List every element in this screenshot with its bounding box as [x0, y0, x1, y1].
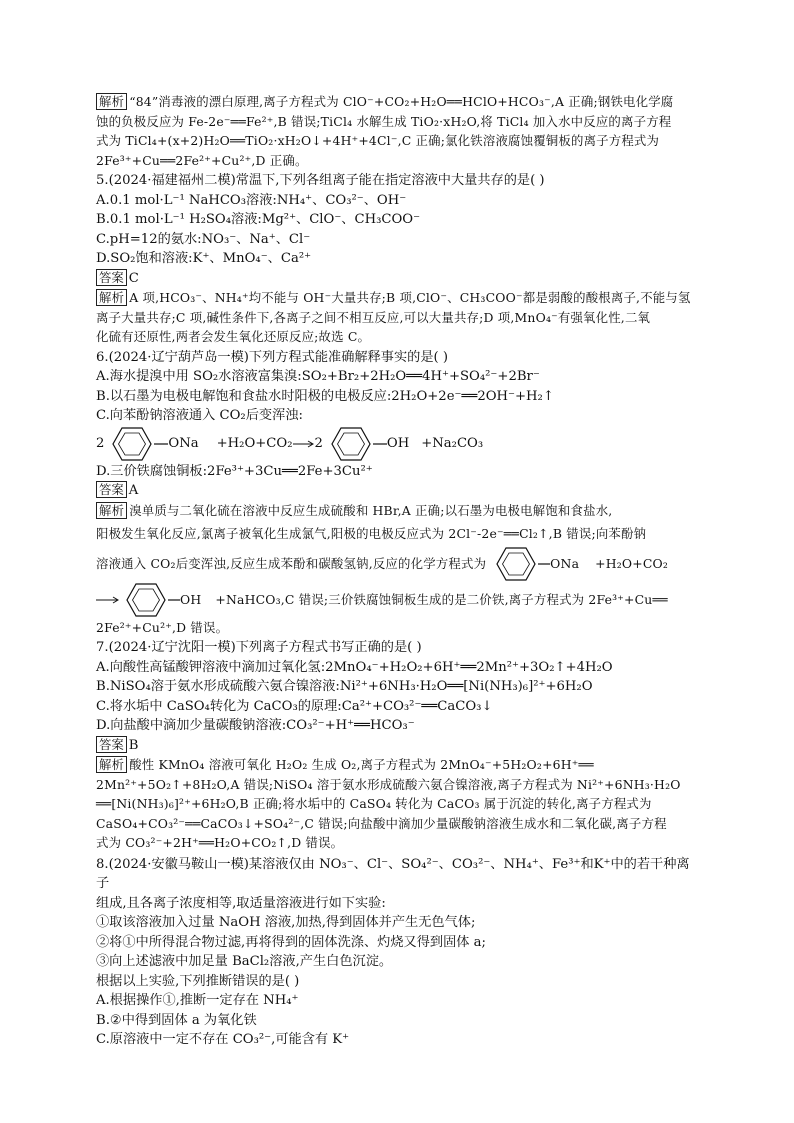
substituent-label: ONa	[550, 555, 580, 571]
option-a: A.根据操作①,推断一定存在 NH₄⁺	[96, 993, 299, 1008]
answer-tag: 答案	[96, 269, 127, 286]
benzene-ring-icon	[329, 426, 373, 462]
bond-line-icon	[538, 546, 550, 582]
explanation-line: 溴单质与二氧化硫在溶液中反应生成硫酸和 HBr,A 正确;以石墨为电极电解饱和食盐水,	[129, 502, 613, 518]
option-c: C.pH=12的氨水:NO₃⁻、Na⁺、Cl⁻	[96, 231, 311, 247]
explanation-tag: 解析	[96, 756, 127, 773]
explanation-line: 化硫有还原性,两者会发生氧化还原反应;故选 C。	[96, 329, 371, 344]
option-d: D.向盐酸中滴加少量碳酸钠溶液:CO₃²⁻+H⁺══HCO₃⁻	[96, 718, 415, 733]
option-d: D.SO₂饱和溶液:K⁺、MnO₄⁻、Ca²⁺	[96, 251, 312, 266]
option-b: B.0.1 mol·L⁻¹ H₂SO₄溶液:Mg²⁺、ClO⁻、CH₃COO⁻	[96, 212, 421, 227]
question-stem: 5.(2024·福建福州二模)常温下,下列各组离子能在指定溶液中大量共存的是( )	[96, 173, 545, 188]
option-a: A.海水提溴中用 SO₂水溶液富集溴:SO₂+Br₂+2H₂O══4H⁺+SO₄²⁻+2Br⁻	[96, 369, 540, 384]
experiment-step: ②将①中所得混合物过滤,再将得到的固体洗涤、灼烧又得到固体 a;	[96, 934, 486, 950]
coefficient: 2	[96, 435, 105, 451]
phenoxide-equation	[96, 426, 694, 462]
answer-value: C	[128, 270, 139, 286]
coefficient: 2	[314, 435, 323, 451]
explanation-equation-row	[96, 582, 694, 618]
option-c: C.将水垢中 CaSO₄转化为 CaCO₃的原理:Ca²⁺+CO₃²⁻══CaCO₃↓	[96, 698, 493, 714]
question-stem: 7.(2024·辽宁沈阳一模)下列离子方程式书写正确的是( )	[96, 640, 422, 655]
question-5	[96, 171, 694, 347]
explanation-line: +NaHCO₃,C 错误;三价铁腐蚀铜板生成的是二价铁,离子方程式为 2Fe³⁺+Cu══	[215, 591, 668, 607]
option-d: D.三价铁腐蚀铜板:2Fe³⁺+3Cu══2Fe+3Cu²⁺	[96, 463, 373, 479]
explanation-line: 2Fe²⁺+Cu²⁺,D 错误。	[96, 619, 229, 635]
arrow-icon	[96, 582, 120, 618]
option-c: C.向苯酚钠溶液通入 CO₂后变浑浊:	[96, 408, 303, 423]
equation-middle: +H₂O+CO₂	[595, 555, 669, 571]
equation-middle: +H₂O+CO₂	[216, 435, 293, 451]
explanation-line: A 项,HCO₃⁻、NH₄⁺均不能与 OH⁻大量共存;B 项,ClO⁻、CH₃COO⁻都是弱酸的酸根离子,不能与氢	[129, 290, 691, 305]
experiment-step: ③向上述滤液中加足量 BaCl₂溶液,产生白色沉淀。	[96, 954, 393, 969]
substituent-label: ONa	[168, 435, 199, 451]
equation-end: +Na₂CO₃	[421, 435, 484, 451]
explanation-line: 酸性 KMnO₄ 溶液可氧化 H₂O₂ 生成 O₂,离子方程式为 2MnO₄⁻+5H₂O₂+6H⁺══	[129, 757, 594, 772]
question-stem: 组成,且各离子浓度相等,取适量溶液进行如下实验:	[96, 895, 386, 911]
benzene-ring-icon	[110, 426, 154, 462]
option-a: A.向酸性高锰酸钾溶液中滴加过氧化氢:2MnO₄⁻+H₂O₂+6H⁺══2Mn²⁺+3O₂↑+4H₂O	[96, 659, 613, 675]
explanation-line: 阳极发生氧化反应,氯离子被氧化生成氯气,阳极的电极反应式为 2Cl⁻-2e⁻══Cl₂↑,B 错误;向苯酚钠	[96, 526, 647, 541]
explanation-line: 2Fe³⁺+Cu══2Fe²⁺+Cu²⁺,D 正确。	[96, 152, 308, 168]
question-6	[96, 348, 694, 638]
question-ask: 根据以上实验,下列推断错误的是( )	[96, 973, 300, 989]
explanation-tag: 解析	[96, 289, 127, 306]
explanation-line: ══[Ni(NH₃)₆]²⁺+6H₂O,B 正确;将水垢中的 CaSO₄ 转化为 CaCO₃ 属于沉淀的转化,离子方程式为	[96, 796, 652, 811]
option-a: A.0.1 mol·L⁻¹ NaHCO₃溶液:NH₄⁺、CO₃²⁻、OH⁻	[96, 192, 407, 208]
question-stem: 8.(2024·安徽马鞍山一模)某溶液仅由 NO₃⁻、Cl⁻、SO₄²⁻、CO₃²⁻、NH₄⁺、Fe³⁺和K⁺中的若干种离子	[96, 856, 690, 891]
question-7	[96, 638, 694, 853]
content-column	[96, 92, 694, 1050]
substituent-label: OH	[386, 435, 410, 451]
explanation-line: 式为 CO₃²⁻+2H⁺══H₂O+CO₂↑,D 错误。	[96, 835, 344, 850]
benzene-ring-icon	[124, 582, 168, 618]
option-b: B.②中得到固体 a 为氧化铁	[96, 1012, 257, 1028]
arrow-icon	[293, 426, 315, 462]
explanation-line: 溶液通入 CO₂后变浑浊,反应生成苯酚和碳酸氢钠,反应的化学方程式为	[96, 555, 487, 571]
explanation-line: 2Mn²⁺+5O₂↑+8H₂O,A 错误;NiSO₄ 溶于氨水形成硫酸六氨合镍溶液,离子方程式为 Ni²⁺+6NH₃·H₂O	[96, 776, 681, 792]
answer-value: B	[128, 737, 139, 753]
explanation-tag: 解析	[96, 502, 127, 519]
explanation-line: “84”消毒液的漂白原理,离子方程式为 ClO⁻+CO₂+H₂O══HClO+HCO₃⁻,A 正确;钢铁电化学腐	[129, 94, 674, 109]
question-8	[96, 855, 694, 1050]
experiment-step: ①取该溶液加入过量 NaOH 溶液,加热,得到固体并产生无色气体;	[96, 915, 476, 930]
answer-tag: 答案	[96, 736, 127, 753]
explanation-line: 离子大量共存;C 项,碱性条件下,各离子之间不相互反应,可以大量共存;D 项,MnO₄⁻有强氧化性,二氧	[96, 309, 651, 325]
explanation-tag: 解析	[96, 93, 127, 110]
answer-value: A	[128, 483, 139, 498]
explanation-line: 蚀的负极反应为 Fe-2e⁻══Fe²⁺,B 错误;TiCl₄ 水解生成 TiO₂·xH₂O,将 TiCl₄ 加入水中反应的离子方程	[96, 113, 672, 129]
option-b: B.以石墨为电极电解饱和食盐水时阳极的电极反应:2H₂O+2e⁻══2OH⁻+H₂↑	[96, 388, 554, 404]
explanation-equation-row	[96, 546, 694, 582]
answer-tag: 答案	[96, 481, 127, 498]
benzene-ring-icon	[494, 546, 538, 582]
bond-line-icon	[373, 426, 387, 462]
bond-line-icon	[154, 426, 168, 462]
explanation-line: CaSO₄+CO₃²⁻══CaCO₃↓+SO₄²⁻,C 错误;向盐酸中滴加少量碳酸钠溶液生成水和二氧化碳,离子方程	[96, 815, 667, 831]
bond-line-icon	[168, 582, 180, 618]
option-c: C.原溶液中一定不存在 CO₃²⁻,可能含有 K⁺	[96, 1032, 350, 1047]
question-stem: 6.(2024·辽宁葫芦岛一模)下列方程式能准确解释事实的是( )	[96, 349, 449, 365]
explanation-line: 式为 TiCl₄+(x+2)H₂O══TiO₂·xH₂O↓+4H⁺+4Cl⁻,C 正确;氯化铁溶液腐蚀覆铜板的离子方程式为	[96, 133, 660, 148]
substituent-label: OH	[180, 591, 202, 607]
option-b: B.NiSO₄溶于氨水形成硫酸六氨合镍溶液:Ni²⁺+6NH₃·H₂O══[Ni(NH₃)₆]²⁺+6H₂O	[96, 679, 593, 694]
q4-explanation	[96, 92, 694, 170]
